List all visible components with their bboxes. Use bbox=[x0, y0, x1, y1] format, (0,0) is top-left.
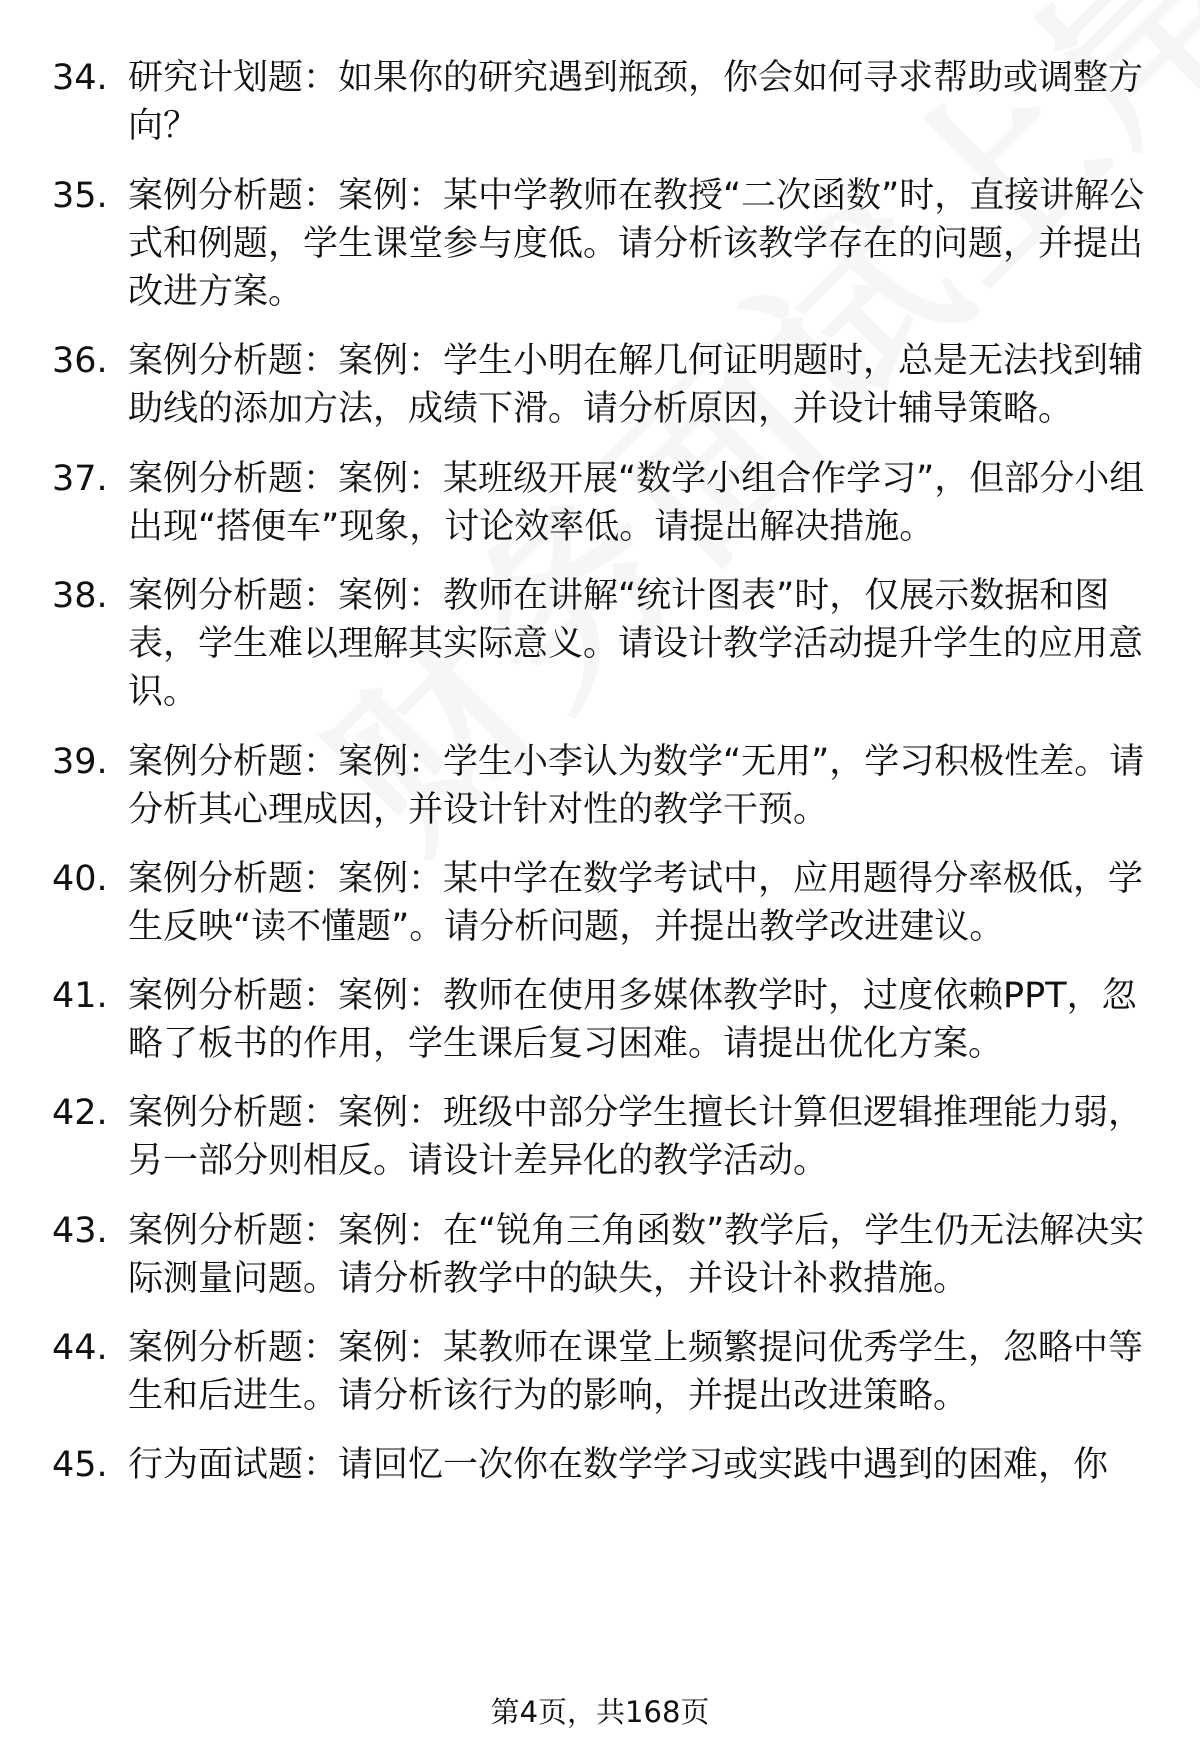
question-text: 案例分析题：案例：班级中部分学生擅长计算但逻辑推理能力弱，另一部分则相反。请设计差异化的教学活动。 bbox=[128, 1093, 1144, 1181]
question-text: 研究计划题：如果你的研究遇到瓶颈，你会如何寻求帮助或调整方向？ bbox=[128, 58, 1144, 146]
question-text: 案例分析题：案例：某教师在课堂上频繁提问优秀学生，忽略中等生和后进生。请分析该行为的影响，并提出改进策略。 bbox=[128, 1328, 1144, 1416]
question-text: 案例分析题：案例：学生小李认为数学“无用”，学习积极性差。请分析其心理成因，并设计针对性的教学干预。 bbox=[128, 742, 1145, 830]
question-text: 案例分析题：案例：学生小明在解几何证明题时，总是无法找到辅助线的添加方法，成绩下滑。请分析原因，并设计辅导策略。 bbox=[128, 341, 1144, 429]
question-number: 43. bbox=[52, 1211, 108, 1251]
question-number: 45. bbox=[52, 1445, 108, 1485]
question-number: 36. bbox=[52, 341, 108, 381]
question-text: 行为面试题：请回忆一次你在数学学习或实践中遇到的困难，你 bbox=[128, 1445, 1109, 1485]
question-text: 案例分析题：案例：教师在使用多媒体教学时，过度依赖PPT，忽略了板书的作用，学生课后复习困难。请提出优化方案。 bbox=[128, 976, 1137, 1064]
question-number: 34. bbox=[52, 58, 108, 98]
question-number: 42. bbox=[52, 1093, 108, 1133]
question-text: 案例分析题：案例：某中学教师在教授“二次函数”时，直接讲解公式和例题，学生课堂参与度低。请分析该教学存在的问题，并提出改进方案。 bbox=[128, 176, 1145, 312]
question-text: 案例分析题：案例：某班级开展“数学小组合作学习”，但部分小组出现“搭便车”现象，讨论效率低。请提出解决措施。 bbox=[128, 459, 1145, 547]
question-number: 44. bbox=[52, 1328, 108, 1368]
question-text: 案例分析题：案例：某中学在数学考试中，应用题得分率极低，学生反映“读不懂题”。请分析问题，并提出教学改进建议。 bbox=[128, 859, 1144, 947]
question-number: 40. bbox=[52, 859, 108, 899]
question-number: 35. bbox=[52, 176, 108, 216]
question-number: 38. bbox=[52, 576, 108, 616]
question-number: 37. bbox=[52, 459, 108, 499]
question-number: 41. bbox=[52, 976, 108, 1016]
question-number: 39. bbox=[52, 742, 108, 782]
question-text: 案例分析题：案例：在“锐角三角函数”教学后，学生仍无法解决实际测量问题。请分析教学中的缺失，并设计补救措施。 bbox=[128, 1211, 1145, 1299]
question-text: 案例分析题：案例：教师在讲解“统计图表”时，仅展示数据和图表，学生难以理解其实际意义。请设计教学活动提升学生的应用意识。 bbox=[128, 576, 1144, 712]
page-footer: 第4页，共168页 bbox=[490, 1695, 710, 1729]
